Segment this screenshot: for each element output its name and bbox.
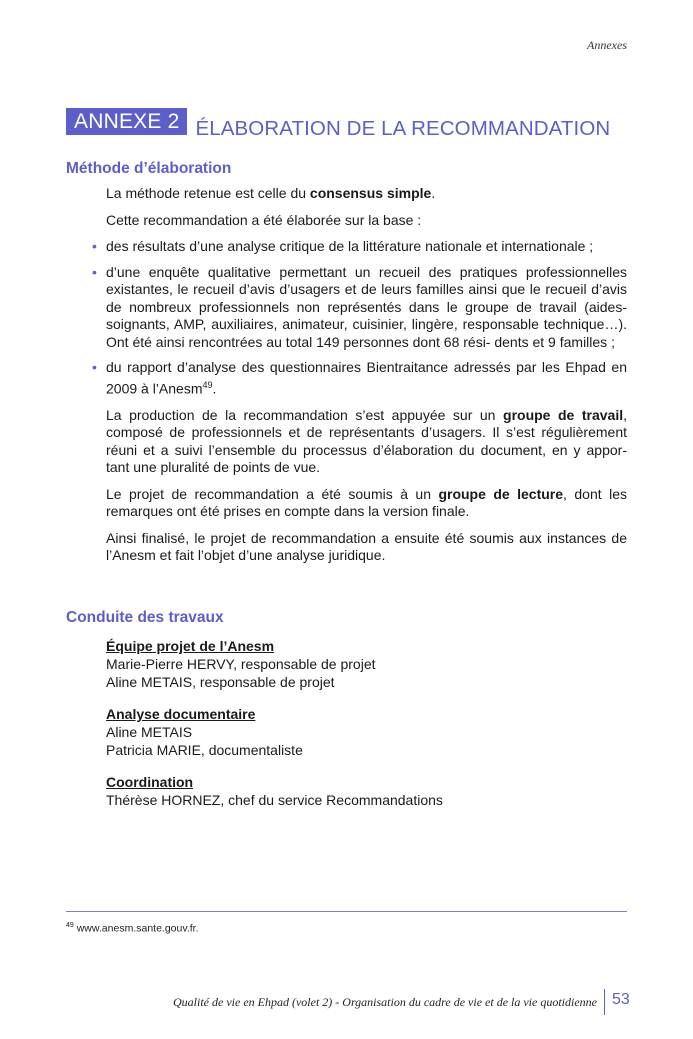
list-item	[92, 264, 627, 352]
annex-badge: ANNEXE 2	[66, 108, 187, 135]
footer-title: Qualité de vie en Ehpad (volet 2) - Organisation du cadre de vie et de la vie quotidienne	[173, 995, 597, 1009]
text: , dont les remarques ont été prises en compte dans la version finale.	[106, 485, 627, 520]
paragraph-reading-group	[106, 486, 627, 521]
section-heading-methode: Méthode d’élaboration	[66, 160, 232, 177]
list-item	[92, 238, 627, 256]
team-group-project	[106, 637, 376, 691]
list-item	[92, 359, 627, 398]
footer-separator	[604, 989, 605, 1015]
footnote	[66, 922, 199, 935]
bullet-icon: •	[92, 238, 97, 254]
list-item-text: d’une enquête qualitative permettant un recueil des pratiques professionnelles existantes, le recueil d’avis d’usagers et de leurs familles ainsi que le recueil d’avis de nombreux professionnels non représentés dans le groupe de travail (aides-soignants, AMP, auxiliaires, animateur, cuisinier, lingère, responsable technique…). Ont été ainsi rencontrées au total 149 personnes dont 68 rési- dents et 9 familles ;	[106, 263, 627, 350]
team-member: Marie-Pierre HERVY, responsable de projet	[106, 656, 376, 672]
text: .	[212, 380, 217, 397]
paragraph-working-group	[106, 407, 627, 477]
team-member: Aline METAIS, responsable de projet	[106, 674, 335, 690]
bullet-icon: •	[92, 359, 97, 375]
team-group-coordination	[106, 773, 443, 809]
footnote-number: 49	[66, 922, 74, 929]
bold-text: consensus simple	[309, 185, 432, 201]
bold-text: groupe de travail	[503, 406, 624, 423]
text: La production de la recommandation s’est appuyée sur un	[106, 406, 504, 423]
text: Le projet de recommandation a été soumis à un	[106, 485, 439, 502]
list-item-text: du rapport d’analyse des questionnaires Bientraitance adressés par les Ehpad en 2009 à l’Anesm	[106, 359, 627, 397]
text: , composé de professionnels et de représentants d’usagers. Il s’est régulièrement réuni et a suivi l’ensemble du processus d’élaboration du document, en y appor- tant une pluralité de points de vue.	[106, 406, 627, 476]
methode-body	[92, 185, 627, 565]
team-group-title: Analyse documentaire	[106, 706, 256, 722]
annex-heading	[66, 108, 633, 140]
footnote-divider	[66, 911, 627, 912]
text: La méthode retenue est celle du	[106, 185, 310, 201]
team-group-title: Équipe projet de l’Anesm	[106, 638, 275, 654]
paragraph-basis: Cette recommandation a été élaborée sur la base :	[106, 211, 422, 228]
bullet-list	[92, 238, 627, 398]
paragraph-method	[106, 185, 627, 203]
footnote-ref: 49	[202, 379, 213, 390]
team-member: Aline METAIS	[106, 724, 193, 740]
team-group-documentation	[106, 705, 303, 759]
bold-text: groupe de lecture	[438, 485, 564, 502]
annex-title: ÉLABORATION DE LA RECOMMANDATION	[195, 117, 611, 140]
team-member: Thérèse HORNEZ, chef du service Recommandations	[106, 792, 443, 808]
footnote-text: www.anesm.sante.gouv.fr.	[73, 922, 199, 935]
page-number: 53	[612, 991, 630, 1008]
section-heading-conduite: Conduite des travaux	[66, 609, 224, 626]
list-item-text: des résultats d’une analyse critique de la littérature nationale et internationale ;	[106, 238, 594, 254]
bullet-icon: •	[92, 263, 97, 280]
paragraph-finalised: Ainsi finalisé, le projet de recommandation a ensuite été soumis aux instances de l’Anesm et fait l’objet d’une analyse juridique.	[106, 529, 627, 564]
team-member: Patricia MARIE, documentaliste	[106, 742, 303, 758]
running-header: Annexes	[587, 38, 627, 52]
team-group-title: Coordination	[106, 774, 194, 790]
text: .	[431, 185, 436, 201]
